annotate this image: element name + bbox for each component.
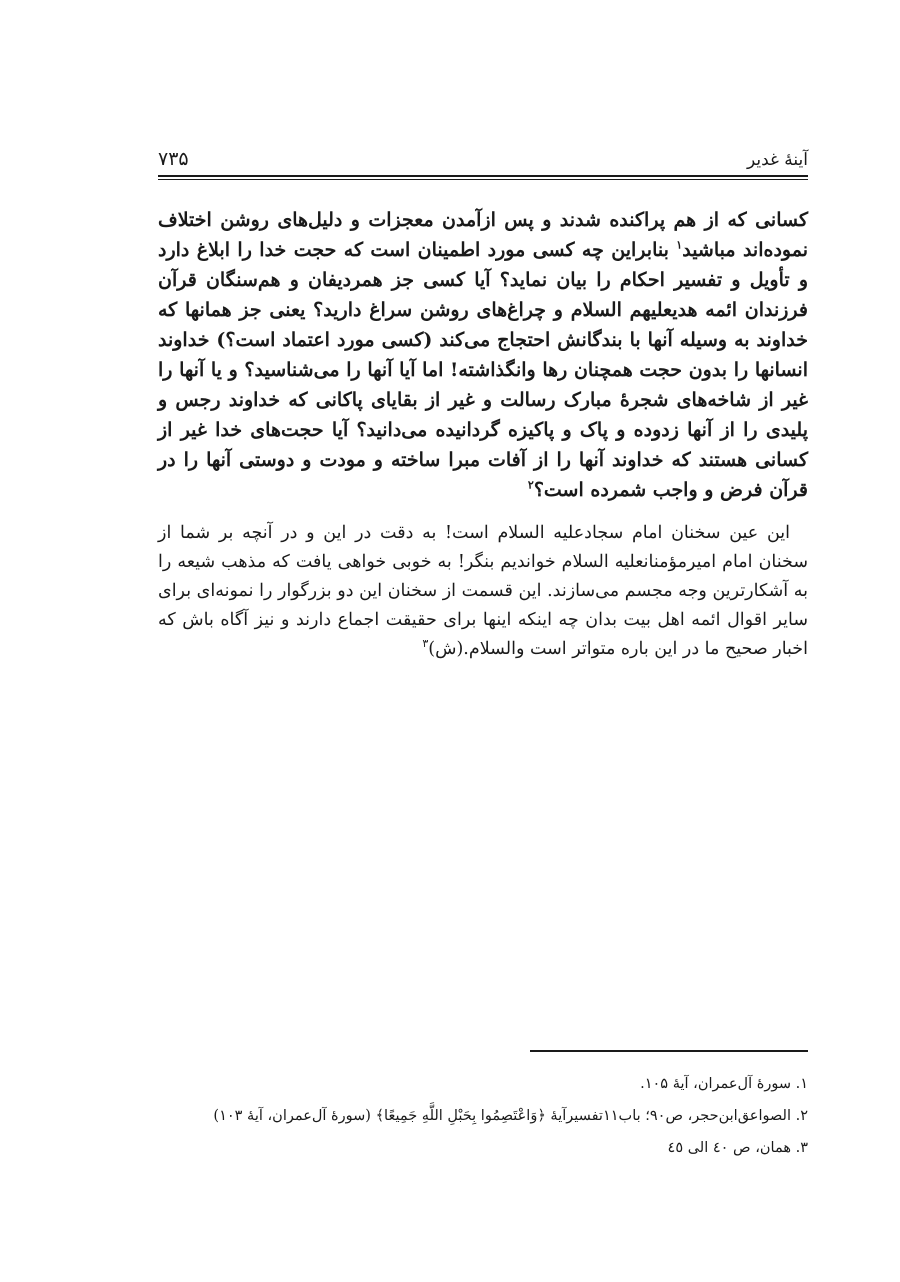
- quoted-text-part1: کسانی که از هم پراکنده شدند و پس ازآمدن معجزات و دلیل‌های روشن اختلاف نموده‌اند مباشید: [158, 209, 808, 261]
- page-number: ۷۳۵: [158, 148, 189, 170]
- footnotes: [140, 1070, 808, 1166]
- footnote-separator: [530, 1050, 808, 1052]
- footnote-2: ۲. الصواعق‌ابن‌حجر، ص۹۰؛ باب۱۱تفسیرآیهٔ ﴿وَاعْتَصِمُوا بِحَبْلِ اللَّهِ جَمِيعًا﴾ (سورهٔ آل‌عمران، آیهٔ ۱۰۳): [213, 1108, 808, 1124]
- quoted-paragraph: [158, 205, 808, 505]
- running-title: آینهٔ غدیر: [746, 150, 808, 170]
- footnote-1: ۱. سورهٔ آل‌عمران، آیهٔ ۱۰۵.: [640, 1076, 808, 1092]
- commentary-paragraph: [158, 519, 808, 664]
- page-header: [158, 142, 808, 178]
- footnote-ref-1: ۱: [676, 238, 683, 252]
- quoted-text-part2: بنابراین چه کسی مورد اطمینان است که حجت خدا را ابلاغ دارد و تأویل و تفسیر احکام را بیان نماید؟ آیا کسی جز همردیفان و هم‌سنگان قرآن فرزندان ائمه هدیعليهم السلام و چراغ‌های روشن سراغ دارید؟ یعنی جز همانها که خداوند به وسیله آنها با بندگانش احتجاج می‌کند (کسی مورد اعتماد است؟) خداوند انسانها را بدون حجت همچنان رها وانگذاشته! اما آیا آنها را می‌شناسید؟ و یا آنها را غیر از شاخه‌های شجرهٔ مبارک رسالت و غیر از بقایای پاکانی که خداوند رجس و پلیدی را از آنها زدوده و پاک و پاکیزه گردانیده می‌دانید؟ آیا حجت‌های خدا غیر از کسانی هستند که خداوند آنها را از آفات مبرا ساخته و مودت و دوستی آنها را در قرآن فرض و واجب شمرده است؟: [158, 239, 808, 501]
- footnote-ref-3: ۳: [422, 637, 429, 651]
- footnote-ref-2: ۲: [527, 478, 534, 492]
- header-rule-thin: [158, 179, 808, 180]
- footnote-3: ۳. همان، ص ٤٠ الی ٤٥: [667, 1140, 808, 1156]
- commentary-text: این عین سخنان امام سجادعليه السلام است! به دقت در این و در آنچه بر شما از سخنان امام امیرمؤمنانعليه السلام خواندیم بنگر! به خوبی خواهی یافت که مذهب شیعه را به آشکارترین وجه مجسم می‌سازند. این قسمت از سخنان این دو بزرگوار را نمونه‌ای برای سایر اقوال ائمه اهل بیت بدان چه اینکه اینها برای حقیقت اجماع دارند و نیز آگاه باش که اخبار صحیح ما در این باره متواتر است والسلام.(ش): [158, 523, 808, 659]
- header-rule-thick: [158, 175, 808, 177]
- main-text: [158, 205, 808, 664]
